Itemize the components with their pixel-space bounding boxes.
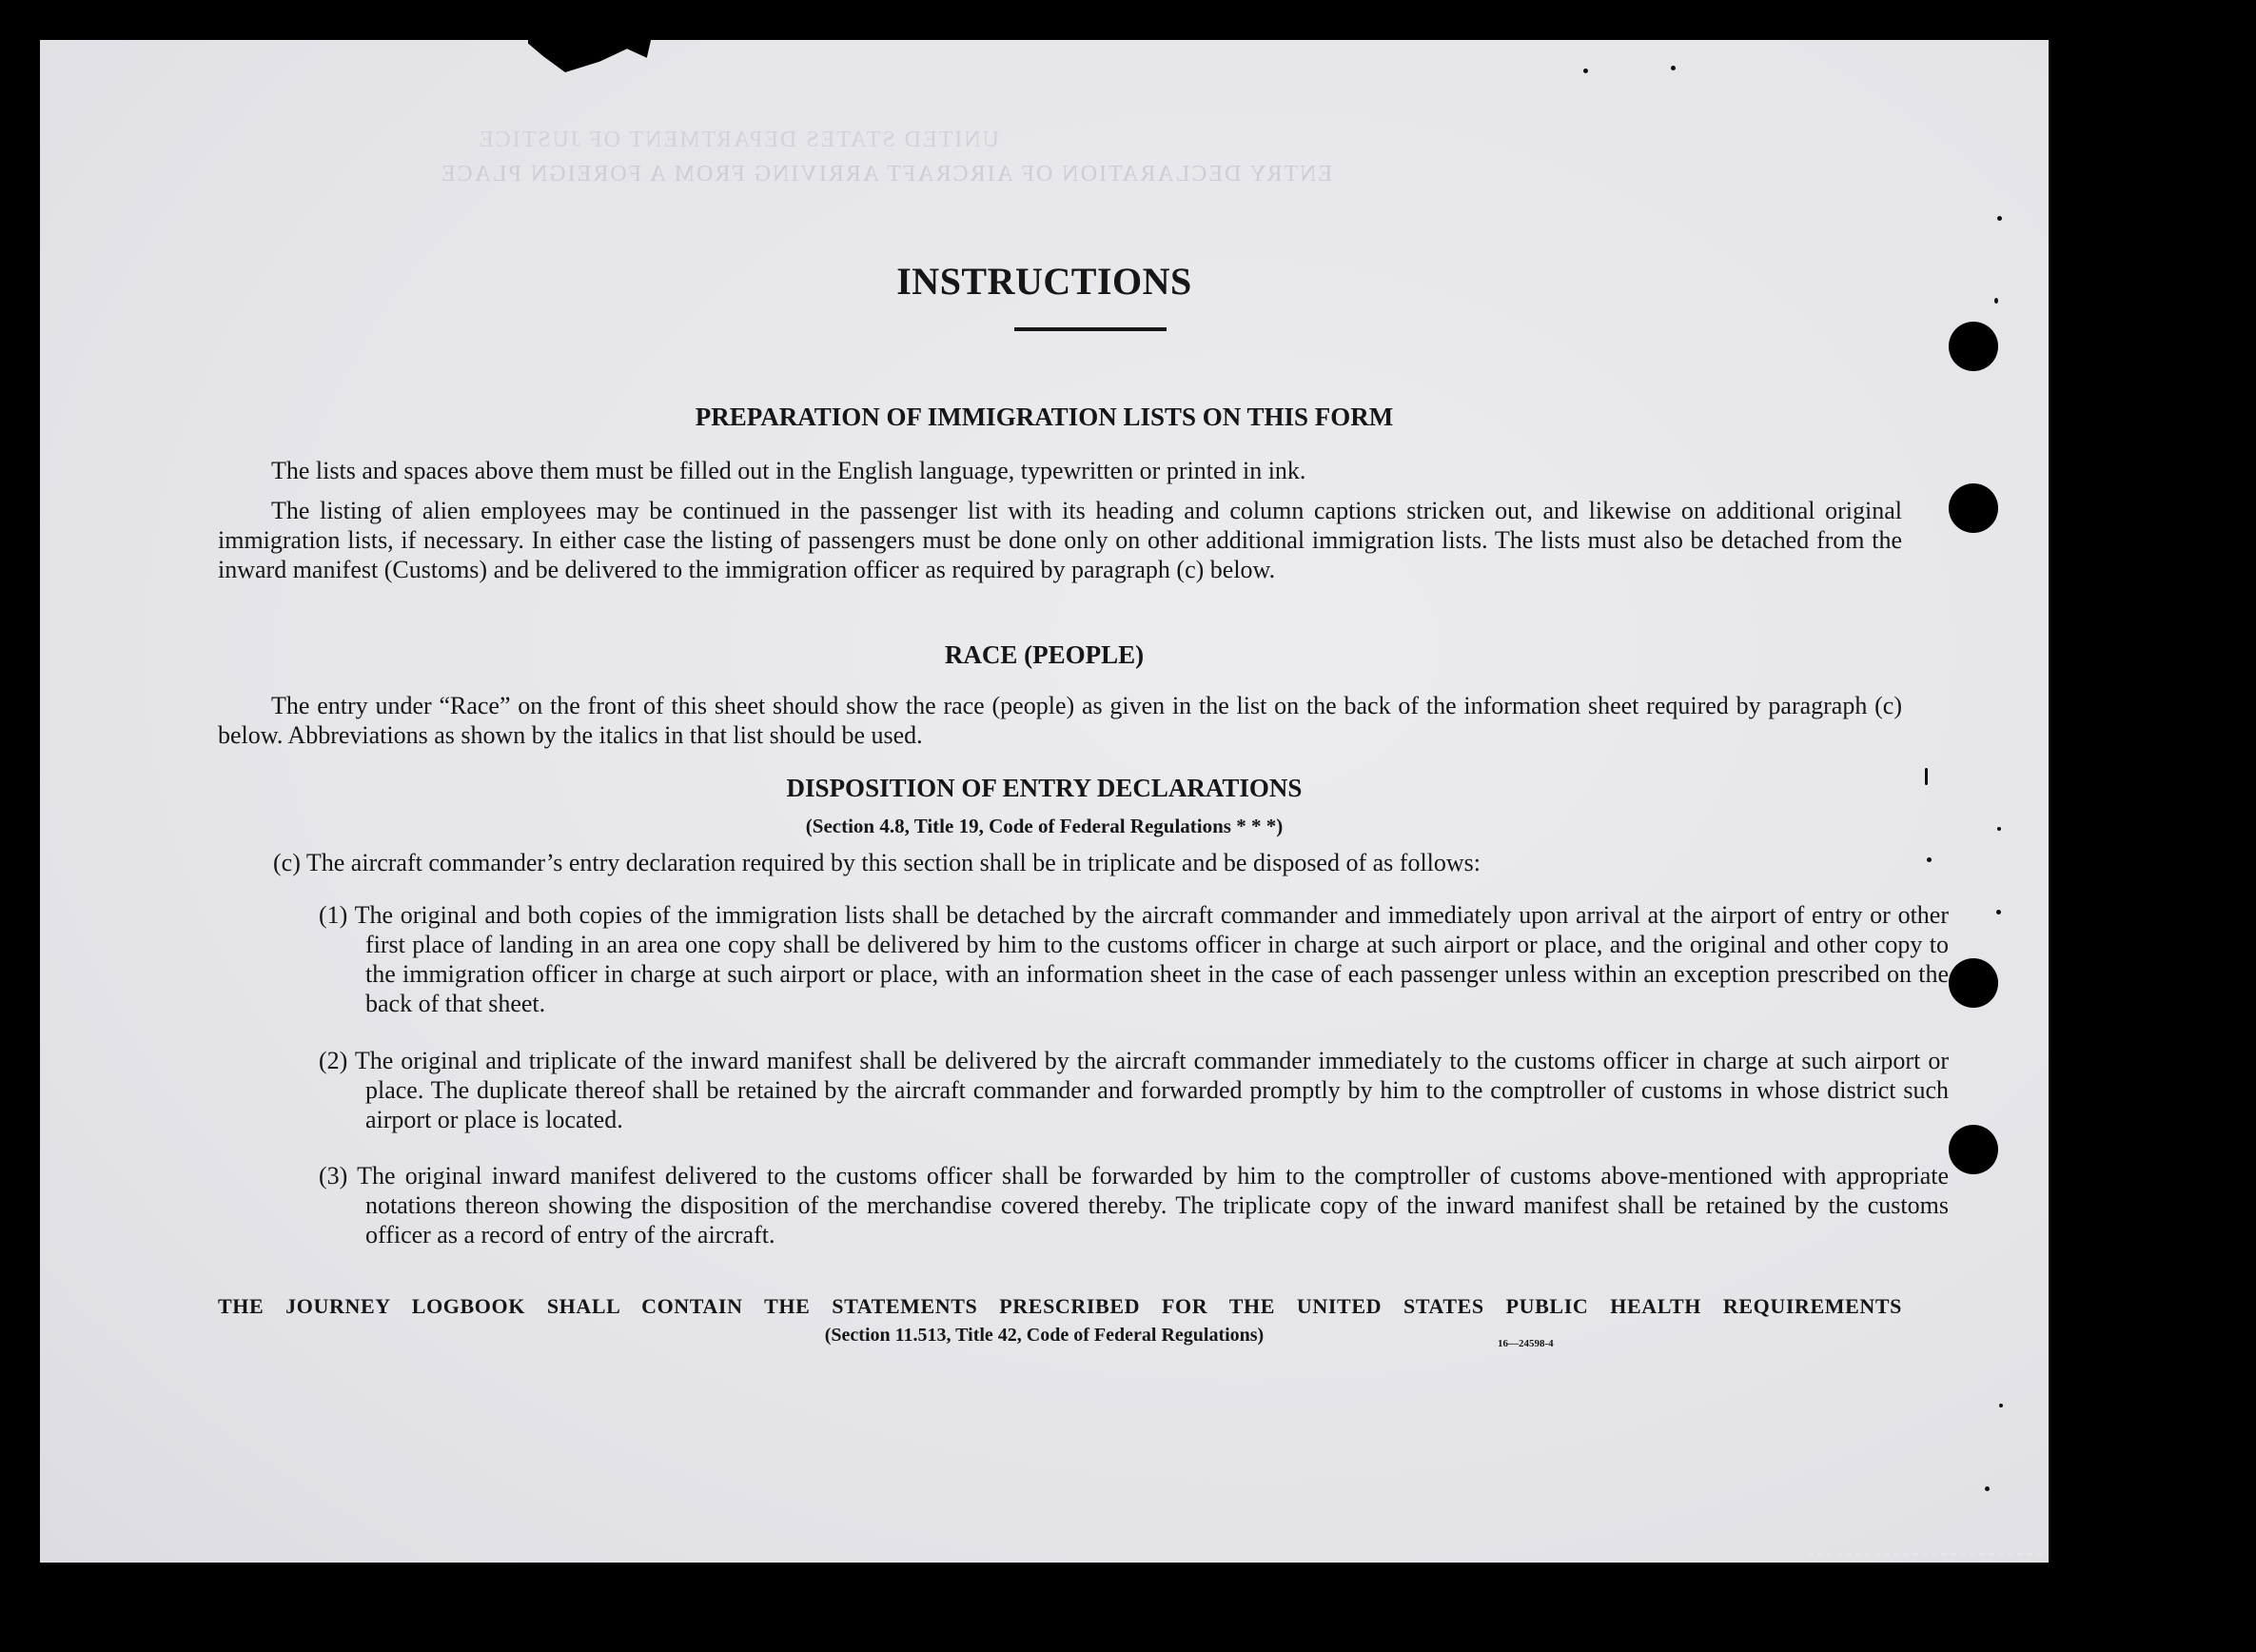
- speck: [1671, 66, 1676, 70]
- speck: [1997, 827, 2001, 831]
- page-title: INSTRUCTIONS: [896, 260, 1192, 303]
- section-heading-disposition: DISPOSITION OF ENTRY DECLARATIONS: [786, 774, 1303, 802]
- speck: [1996, 910, 2001, 914]
- punch-hole: [1949, 1125, 1998, 1174]
- race-paragraph: The entry under “Race” on the front of this sheet should show the race (people) as given in the list on the back of the information sheet required by paragraph (c) below. Abbreviations as shown by the italics in that list should be used.: [218, 692, 1902, 749]
- speck: [1999, 1404, 2003, 1407]
- speck: [1997, 216, 2002, 221]
- document-page: [40, 40, 2049, 1563]
- footer-reference: (Section 11.513, Title 42, Code of Federal Regulations): [824, 1325, 1265, 1346]
- speck: [1994, 298, 1998, 304]
- punch-hole: [1949, 322, 1998, 371]
- footer-statement: THE JOURNEY LOGBOOK SHALL CONTAIN THE STATEMENTS PRESCRIBED FOR THE UNITED STATES PUBLIC HEALTH REQUIREMENTS: [218, 1294, 1902, 1318]
- disposition-item-3: (3) The original inward manifest delivered to the customs officer shall be forwarded by him to the comptroller of customs above-mentioned with appropriate notations thereon showing the disposition of the merchandise covered thereby. The triplicate copy of the inward manifest shall be retained by the customs officer as a record of entry of the aircraft.: [319, 1162, 1949, 1249]
- title-underline: [1014, 327, 1167, 331]
- disposition-intro: (c) The aircraft commander’s entry declaration required by this section shall be in triplicate and be disposed of as follows:: [273, 849, 1481, 876]
- disposition-reference: (Section 4.8, Title 19, Code of Federal Regulations * * *): [805, 815, 1284, 837]
- speck: [1927, 857, 1932, 862]
- section-heading-race: RACE (PEOPLE): [944, 640, 1145, 669]
- speck: [1985, 1486, 1990, 1491]
- speck: [1925, 768, 1928, 785]
- disposition-item-2: (2) The original and triplicate of the inward manifest shall be delivered by the aircraft commander immediately to the customs officer in charge at such airport or place. The duplicate thereof shall be retained by the aircraft commander and forwarded promptly by him to the comptroller of customs in whose district such airport or place is located.: [319, 1047, 1949, 1133]
- preparation-paragraph-1: The lists and spaces above them must be filled out in the English language, typewritten or printed in ink.: [271, 457, 1306, 484]
- perforated-edge: [1808, 1553, 2046, 1556]
- bleed-through-text: ENTRY DECLARATION OF AIRCRAFT ARRIVING FROM A FOREIGN PLACE: [440, 162, 1333, 187]
- punch-hole: [1949, 958, 1998, 1008]
- speck: [1583, 69, 1588, 73]
- section-heading-preparation: PREPARATION OF IMMIGRATION LISTS ON THIS FORM: [695, 403, 1394, 431]
- punch-hole: [1949, 483, 1998, 533]
- form-number: 16—24598-4: [1498, 1338, 1554, 1349]
- preparation-paragraph-2: The listing of alien employees may be continued in the passenger list with its heading and column captions stricken out, and likewise on additional original immigration lists, if necessary. In either case the listing of passengers must be done only on other additional immigration lists. The lists must also be detached from the inward manifest (Customs) and be delivered to the immigration officer as required by paragraph (c) below.: [218, 497, 1902, 583]
- disposition-item-1: (1) The original and both copies of the immigration lists shall be detached by the aircraft commander and immediately upon arrival at the airport of entry or other first place of landing in an area one copy shall be delivered by him to the customs officer in charge at such airport or place, and the original and other copy to the immigration officer in charge at such airport or place, with an information sheet in the case of each passenger unless within an exception prescribed on the back of that sheet.: [319, 901, 1949, 1017]
- bleed-through-text: UNITED STATES DEPARTMENT OF JUSTICE: [478, 128, 1000, 152]
